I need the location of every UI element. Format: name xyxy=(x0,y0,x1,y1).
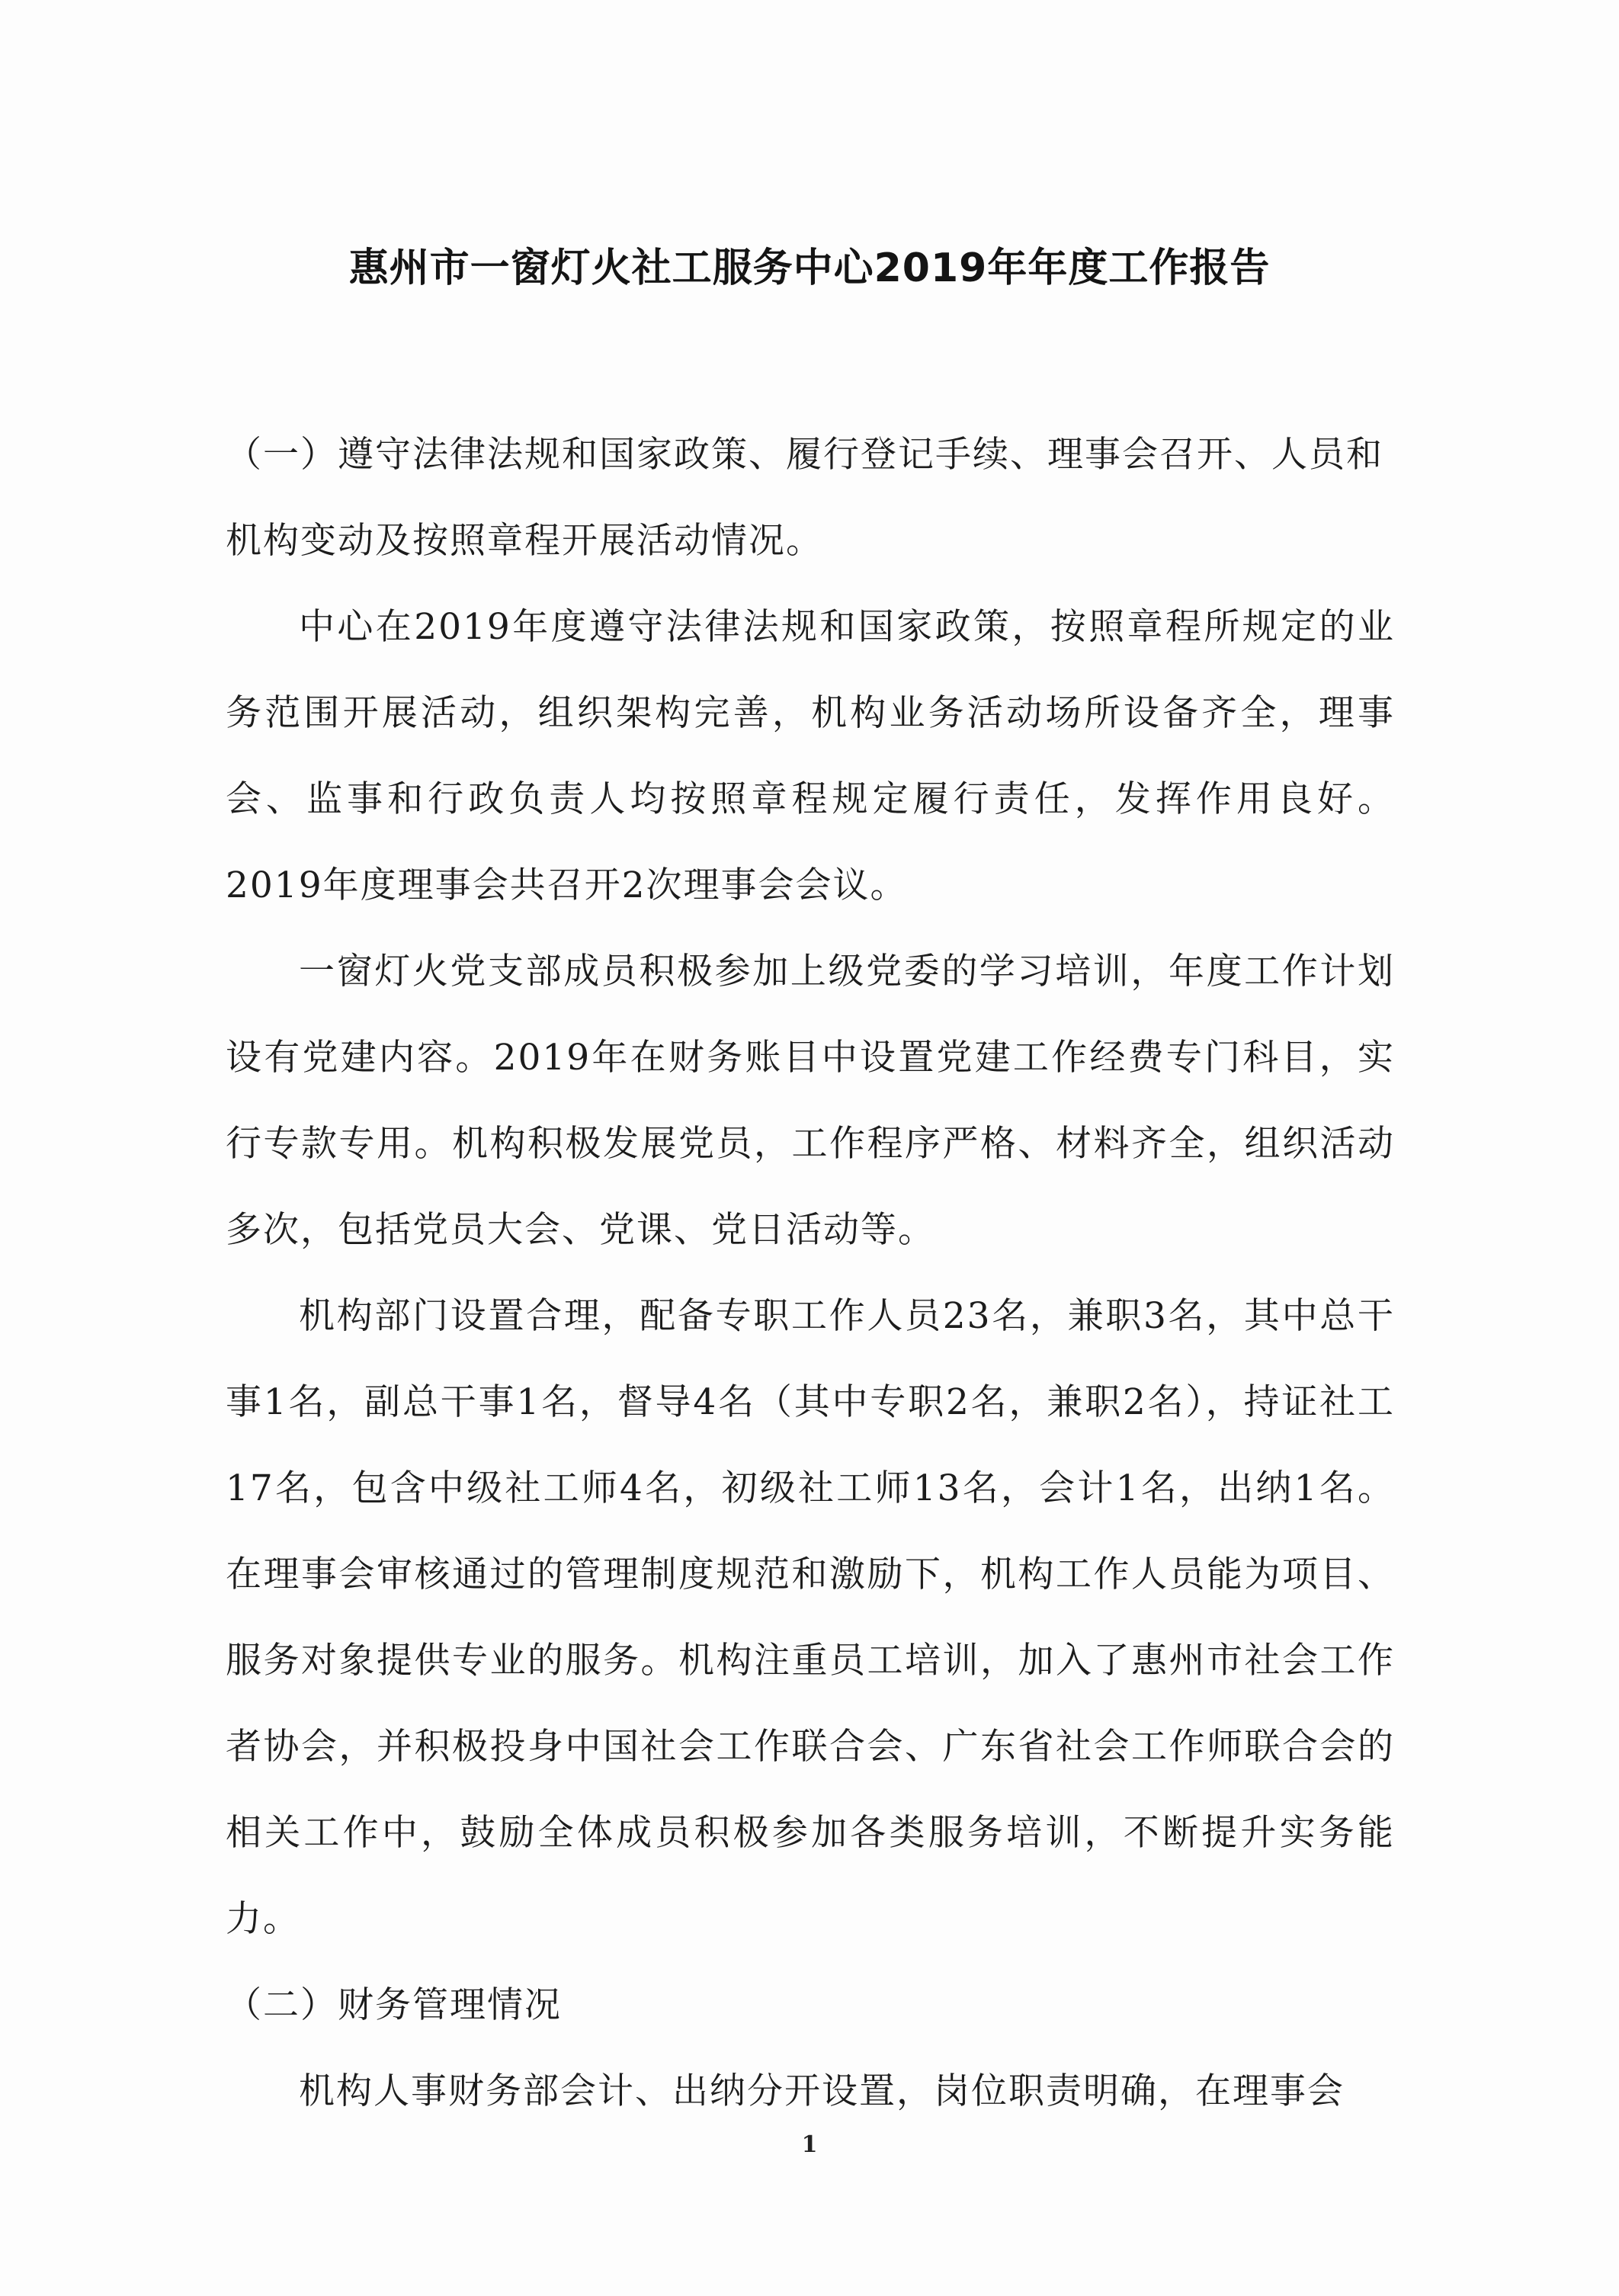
paragraph: 一窗灯火党支部成员积极参加上级党委的学习培训，年度工作计划设有党建内容。2019年在财务账目中设置党建工作经费专门科目，实行专款专用。机构积极发展党员，工作程序严格、材料齐全，组织活动多次，包括党员大会、党课、党日活动等。 xyxy=(226,951,1395,1251)
page-number: 1 xyxy=(801,2131,818,2158)
section-heading-1: （一）遵守法律法规和国家政策、履行登记手续、理事会召开、人员和机构变动及按照章程开展活动情况。 xyxy=(226,434,1383,562)
document-body xyxy=(226,412,1395,2134)
paragraph: 机构人事财务部会计、出纳分开设置，岗位职责明确，在理事会 xyxy=(299,2070,1345,2112)
document-title: 惠州市一窗灯火社工服务中心2019年年度工作报告 xyxy=(348,245,1271,291)
paragraph: 机构部门设置合理，配备专职工作人员23名，兼职3名，其中总干事1名，副总干事1名，督导4名（其中专职2名，兼职2名），持证社工17名，包含中级社工师4名，初级社工师13名，会计1名，出纳1名。在理事会审核通过的管理制度规范和激励下，机构工作人员能为项目、服务对象提供专业的服务。机构注重员工培训，加入了惠州市社会工作者协会，并积极投身中国社会工作联合会、广东省社会工作师联合会的相关工作中，鼓励全体成员积极参加各类服务培训，不断提升实务能力。 xyxy=(226,1295,1395,1940)
paragraph: 中心在2019年度遵守法律法规和国家政策，按照章程所规定的业务范围开展活动，组织架构完善，机构业务活动场所设备齐全，理事会、监事和行政负责人均按照章程规定履行责任，发挥作用良好。2019年度理事会共召开2次理事会会议。 xyxy=(226,606,1395,906)
section-heading-2: （二）财务管理情况 xyxy=(226,1984,562,2026)
